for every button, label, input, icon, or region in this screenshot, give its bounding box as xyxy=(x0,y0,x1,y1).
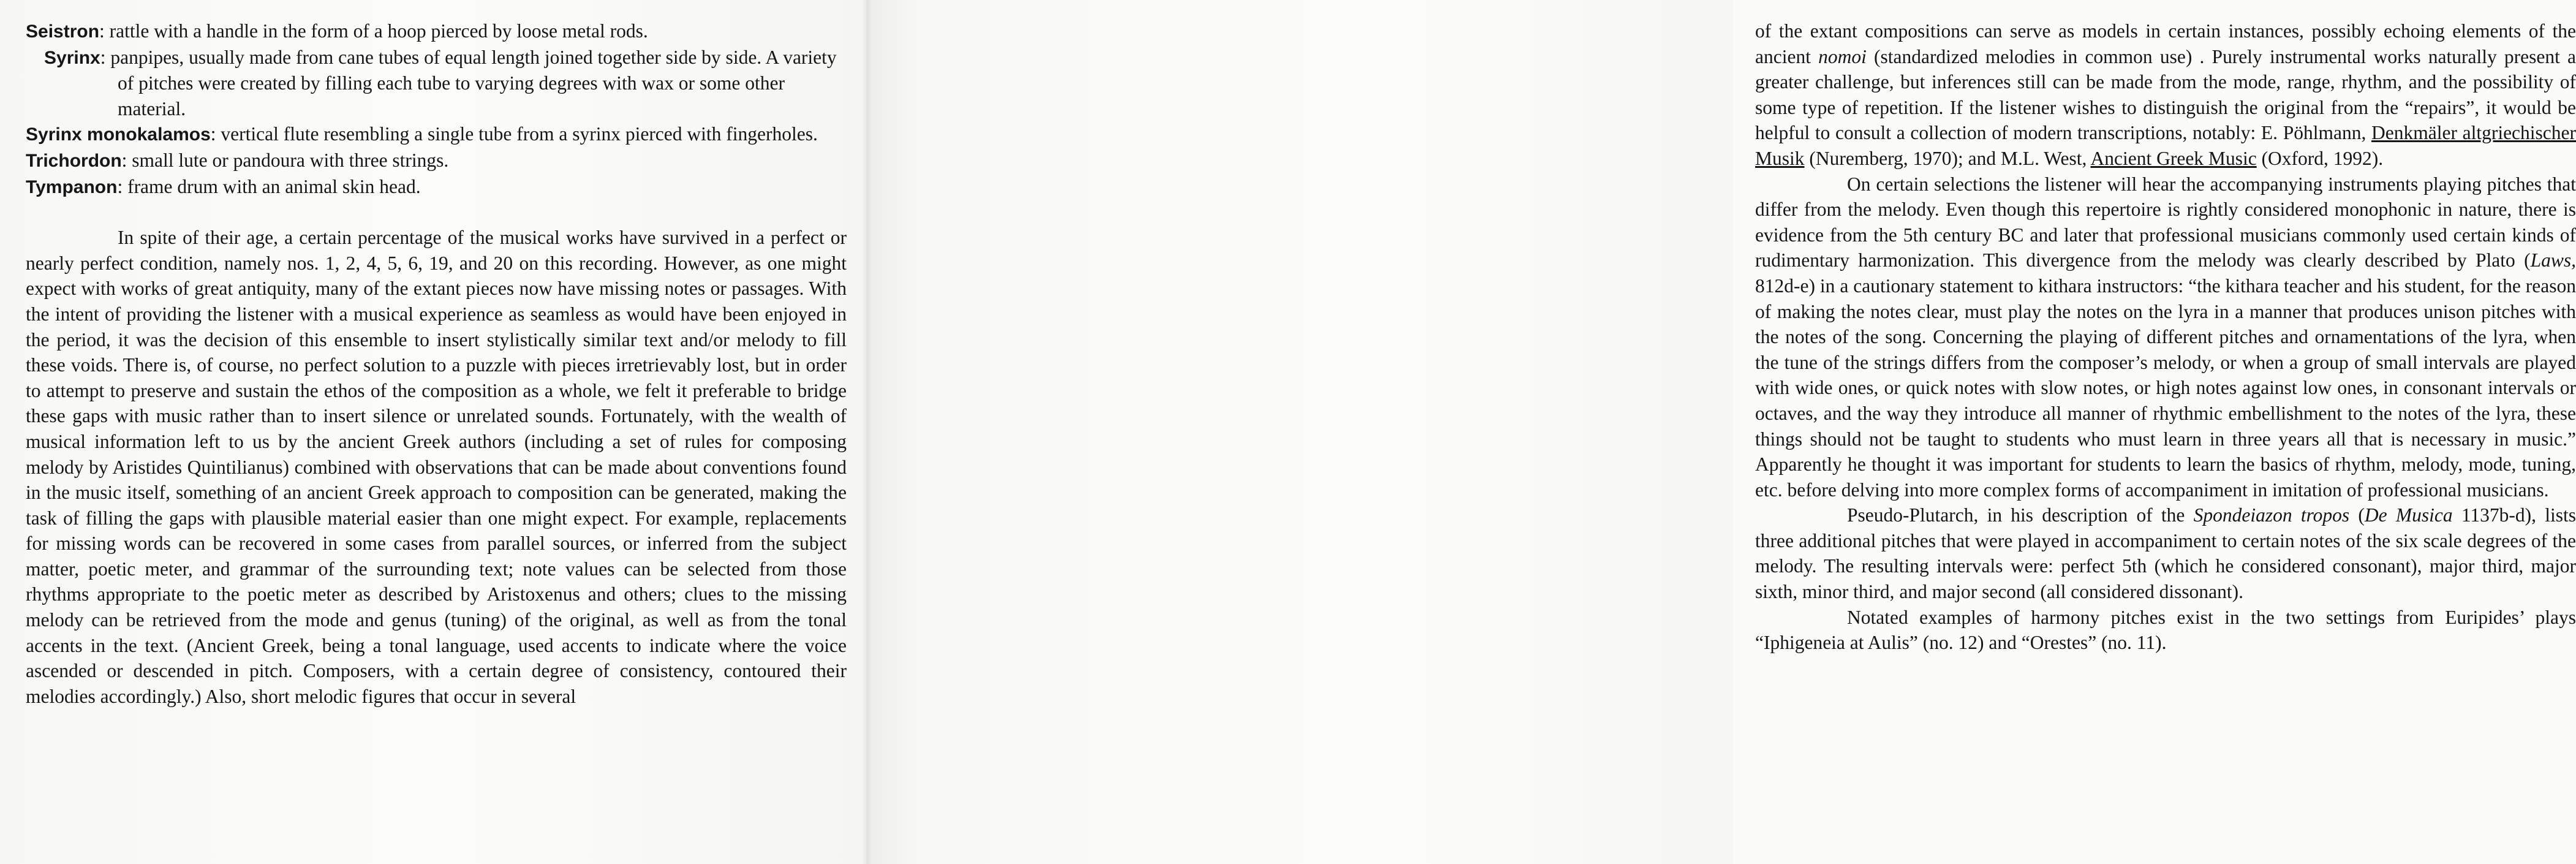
italic-title: Laws, xyxy=(2530,249,2576,271)
glossary-definition: : panpipes, usually made from cane tubes of equal length joined together side by side. A variety of pitches were created by filling each tube to varying degrees with wax or some other material. xyxy=(100,46,837,119)
text-run: 812d-e) in a cautionary statement to kithara instructors: “the kithara teacher and his student, for the reason of making the notes clear, must play the notes on the lyra in a manner that produces unison pitches with the notes of the song. Concerning the playing of different pitches and ornamentations of the lyra, when the tune of the strings differs from the composer’s melody, or when a group of small intervals are played with wide ones, or quick notes with slow notes, or high notes against low ones, in consonant intervals or octaves, and the way they introduce all manner of rhythmic embellishment to the notes of the lyra, these things should not be taught to students who must learn in three years all that is necessary in music.” Apparently he thought it was important for students to learn the basics of rhythm, melody, mode, tuning, etc. before delving into more complex forms of accompaniment in imitation of professional musicians. xyxy=(1755,275,2576,501)
glossary-definition: : frame drum with an animal skin head. xyxy=(117,175,421,197)
text-run: (Nuremberg, 1970); and M.L. West, xyxy=(1804,147,2091,169)
italic-title: De Musica xyxy=(2364,504,2453,526)
glossary-definition: : vertical flute resembling a single tube from a syrinx pierced with fingerholes. xyxy=(210,123,818,145)
glossary-entry-syrinx xyxy=(26,45,847,122)
book-title: Ancient Greek Music xyxy=(2090,147,2257,169)
body-paragraph xyxy=(1755,172,2576,503)
glossary-term: Syrinx monokalamos xyxy=(26,124,211,145)
glossary-definition: : rattle with a handle in the form of a hoop pierced by loose metal rods. xyxy=(99,20,648,42)
left-page xyxy=(0,0,867,864)
text-run: (standardized melodies in common use) . Purely instrumental works naturally present a greater challenge, but inferences still can be made from the mode, range, rhythm, and the possibility of some type of repetition. If the listener wishes to distinguish the original from the “repairs”, it would be helpful to consult a collection of modern transcriptions, notably: E. Pöhlmann, xyxy=(1755,45,2576,144)
body-paragraph xyxy=(1755,18,2576,172)
glossary-term: Tympanon xyxy=(26,176,118,197)
body-paragraph xyxy=(1755,502,2576,604)
italic-title: Spondeiazon tropos xyxy=(2193,504,2350,526)
text-run: ( xyxy=(2349,504,2365,526)
glossary-entry-seistron xyxy=(26,18,847,45)
body-paragraph: In spite of their age, a certain percentage of the musical works have survived in a perfect or nearly perfect condition, namely nos. 1, 2, 4, 5, 6, 19, and 20 on this recording. However, as one might expect with works of great antiquity, many of the extant pieces now have missing notes or passages. With the intent of providing the listener with a musical experience as seamless as would have been enjoyed in the period, it was the decision of this ensemble to insert stylistically similar text and/or melody to fill these voids. There is, of course, no perfect solution to a puzzle with pieces irretrievably lost, but in order to attempt to preserve and sustain the ethos of the composition as a whole, we felt it preferable to bridge these gaps with music rather than to insert silence or unrelated sounds. Fortunately, with the wealth of musical information left to us by the ancient Greek authors (including a set of rules for composing melody by Aristides Quintilianus) combined with observations that can be made about conventions found in the music itself, something of an ancient Greek approach to composition can be generated, making the task of filling the gaps with plausible material easier than one might expect. For example, replacements for missing words can be recovered in some cases from parallel sources, or inferred from the subject matter, poetic meter, and grammar of the surrounding text; note values can be selected from those rhythms appropriate to the poetic meter as described by Aristoxenus and others; clues to the missing melody can be retrieved from the mode and genus (tuning) of the original, as well as from the tonal accents in the text. (Ancient Greek, being a tonal language, used accents to indicate where the voice ascended or descended in pitch. Composers, with a certain degree of consistency, contoured their melodies accordingly.) Also, short melodic figures that occur in several xyxy=(26,227,847,707)
spacer xyxy=(26,200,847,225)
glossary-term: Syrinx xyxy=(44,47,100,68)
text-run: Pseudo-Plutarch, in his description of the xyxy=(1847,504,2194,526)
text-run: 1137b-d), lists three additional pitches that were played in accompaniment to certain notes of the six scale degrees of the melody. The resulting intervals were: perfect 5th (which he considered consonant), major third, major sixth, minor third, and major second (all considered dissonant). xyxy=(1755,504,2576,603)
italic-term: nomoi xyxy=(1818,45,1867,67)
glossary-term: Trichordon xyxy=(26,150,122,171)
book-title: Denkmäler altgriechischer Musik xyxy=(1755,122,2576,169)
body-paragraph: Notated examples of harmony pitches exist in the two settings from Euripides’ plays “Iphigeneia at Aulis” (no. 12) and “Orestes” (no. 11). xyxy=(1755,606,2576,654)
text-run: of the extant compositions can serve as models in certain instances, possibly echoing elements of the ancient xyxy=(1755,20,2576,67)
right-column xyxy=(1755,18,2576,656)
glossary-definition: : small lute or pandoura with three strings. xyxy=(121,149,449,171)
right-page xyxy=(867,0,2576,864)
left-column xyxy=(26,18,847,709)
glossary-entry-trichordon xyxy=(26,148,847,174)
glossary-term: Seistron xyxy=(26,21,100,42)
glossary-entry-syrinx-monokalamos xyxy=(26,121,847,148)
glossary-entry-tympanon xyxy=(26,174,847,200)
text-run: (Oxford, 1992). xyxy=(2256,147,2384,169)
page-gutter xyxy=(862,0,872,864)
text-run: On certain selections the listener will hear the accompanying instruments playing pitches that differ from the melody. Even though this repertoire is rightly considered monophonic in nature, there is evidence from the 5th century BC and later that professional musicians commonly used certain kinds of rudimentary harmonization. This divergence from the melody was clearly described by Plato ( xyxy=(1755,173,2576,271)
instrument-glossary xyxy=(26,18,847,200)
